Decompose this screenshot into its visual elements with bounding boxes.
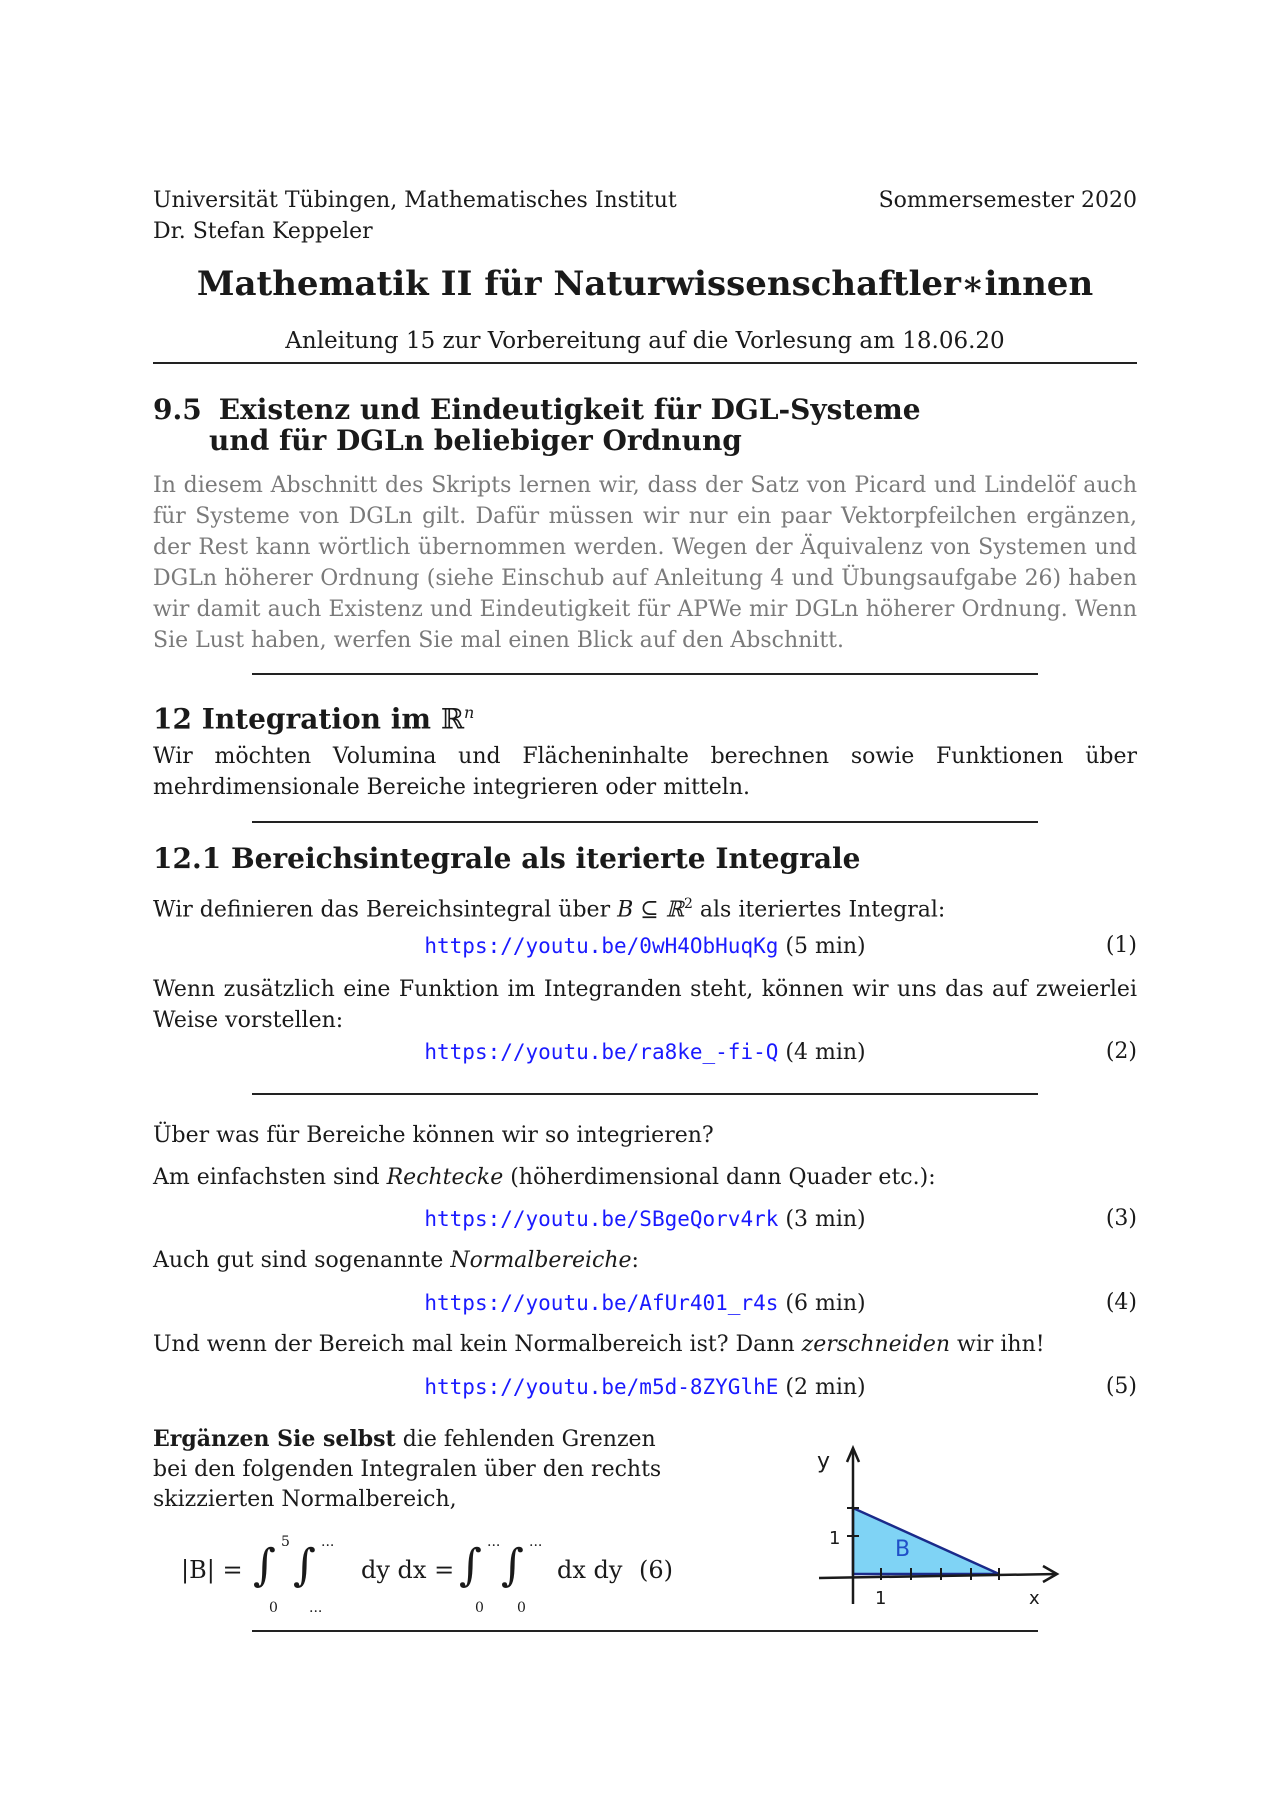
cut-text-start: Und wenn der Bereich mal kein Normalbereich ist? Dann (153, 1332, 802, 1357)
formula-middle: dy dx = (361, 1556, 455, 1584)
domain-sketch (767, 1428, 1217, 1638)
section-121-text2: Wenn zusätzlich eine Funktion im Integranden steht, können wir uns das auf zweierlei Weise vorstellen: (153, 977, 1137, 1033)
equation-number: (2) (1105, 1039, 1137, 1064)
section-12-number: 12 (153, 702, 192, 736)
video-duration: (3 min) (785, 1207, 866, 1232)
section-divider (252, 1630, 1038, 1632)
x-tick-label: 1 (875, 1588, 887, 1609)
equation-number: (3) (1105, 1206, 1137, 1231)
rect-emphasis: Rechtecke (386, 1165, 504, 1190)
document-page (153, 0, 1137, 1811)
video-link[interactable]: https://youtu.be/AfUr401_r4s (424, 1291, 779, 1315)
cut-text-end: wir ihn! (950, 1332, 1045, 1357)
integral-upper-limit: ... (529, 1534, 543, 1550)
section-121-title: Bereichsintegrale als iterierte Integrale (230, 842, 861, 875)
exercise-body: die fehlenden Grenzen bei den folgenden Integralen über den rechts skizzierten Normalbereich, (153, 1427, 662, 1512)
section-95-heading (153, 394, 921, 426)
page-title: Mathematik II für Naturwissenschaftler∗innen (196, 264, 1094, 304)
header-author: Dr. Stefan Keppeler (153, 219, 373, 244)
header-institution: Universität Tübingen, Mathematisches Institut (153, 188, 677, 213)
video-link[interactable]: https://youtu.be/0wH4ObHuqKg (424, 934, 779, 958)
domain-region (853, 1508, 999, 1574)
intro-text: Wir definieren das Bereichsintegral über (153, 897, 618, 923)
section-95-number: 9.5 (153, 393, 202, 426)
integral-lower-limit: 0 (269, 1600, 278, 1616)
integral-sign: ∫ (501, 1540, 524, 1591)
section-divider (252, 673, 1038, 675)
section-12-text: Wir möchten Volumina und Flächeninhalte berechnen sowie Funktionen über mehrdimensionale Bereiche integrieren oder mitteln. (153, 744, 1137, 800)
y-tick-label: 1 (829, 1528, 841, 1549)
video-link-row (153, 930, 1137, 962)
region-label: B (895, 1537, 911, 1562)
intro-math: B ⊆ ℝ (617, 897, 684, 923)
section-95-heading-line2 (209, 425, 742, 457)
video-duration: (4 min) (785, 1040, 866, 1065)
formula-end: dx dy (557, 1556, 623, 1584)
normal-text-end: : (631, 1248, 639, 1273)
section-12-title-sup: n (464, 703, 475, 722)
video-link-row (153, 1036, 1137, 1068)
intro-text-end: als iteriertes Integral: (692, 897, 946, 923)
integral-sign: ∫ (253, 1540, 276, 1591)
integral-lower-limit: ... (309, 1600, 323, 1616)
normal-emphasis: Normalbereiche (450, 1248, 632, 1273)
video-link-row (153, 1371, 1137, 1403)
equation-number: (5) (1105, 1374, 1137, 1399)
normal-text: Auch gut sind sogenannte (153, 1248, 451, 1273)
title-divider (153, 362, 1137, 364)
video-link[interactable]: https://youtu.be/m5d-8ZYGlhE (424, 1375, 779, 1399)
rect-text: Am einfachsten sind (153, 1165, 387, 1190)
normal-domains-text (153, 1245, 1137, 1276)
exercise-bold: Ergänzen Sie selbst (153, 1426, 396, 1452)
integral-sign: ∫ (459, 1540, 482, 1591)
equation-number: (6) (639, 1556, 673, 1584)
rectangles-text (153, 1162, 1137, 1193)
integral-upper-limit: 5 (281, 1534, 290, 1550)
cut-text (153, 1329, 1137, 1360)
video-link[interactable]: https://youtu.be/SBgeQorv4rk (424, 1207, 779, 1231)
section-12-title-math: ℝ (440, 702, 465, 736)
equation-number: (1) (1105, 933, 1137, 958)
header-semester: Sommersemester 2020 (878, 188, 1137, 213)
section-divider (252, 821, 1038, 823)
section-95-title-line2: und für DGLn beliebiger Ordnung (209, 424, 742, 457)
section-121-heading (153, 843, 860, 875)
y-axis-label: y (817, 1449, 831, 1474)
formula-lhs: |B| = (181, 1556, 243, 1584)
page-subtitle: Anleitung 15 zur Vorbereitung auf die Vorlesung am 18.06.20 (285, 328, 1005, 354)
video-duration: (5 min) (785, 934, 866, 959)
question-text: Über was für Bereiche können wir so integrieren? (153, 1123, 714, 1148)
equation-number: (4) (1105, 1290, 1137, 1315)
video-duration: (2 min) (785, 1375, 866, 1400)
video-link-row (153, 1287, 1137, 1319)
section-121-intro (153, 889, 1137, 925)
video-duration: (6 min) (785, 1291, 866, 1316)
integral-sign: ∫ (293, 1540, 316, 1591)
rect-text-end: (höherdimensional dann Quader etc.): (503, 1165, 936, 1190)
section-divider (252, 1093, 1038, 1095)
section-95-text: In diesem Abschnitt des Skripts lernen wir, dass der Satz von Picard und Lindelöf auch für Systeme von DGLn gilt. Dafür müssen wir nur ein paar Vektorpfeilchen ergänzen, der Rest kann wörtlich übernommen werden. Wegen der Äquivalenz von Systemen und DGLn höherer Ordnung (siehe Einschub auf Anleitung 4 und Übungsaufgabe 26) haben wir damit auch Existenz und Eindeutigkeit für APWe mir DGLn höherer Ordnung. Wenn Sie Lust haben, werfen Sie mal einen Blick auf den Abschnitt. (153, 473, 1137, 653)
video-link[interactable]: https://youtu.be/ra8ke_-fi-Q (424, 1040, 779, 1064)
section-12-title: Integration im (201, 702, 441, 736)
section-121-number: 12.1 (153, 842, 222, 875)
section-95-title-line1: Existenz und Eindeutigkeit für DGL-Systeme (218, 393, 921, 426)
integral-lower-limit: 0 (517, 1600, 526, 1616)
integral-upper-limit: ... (487, 1534, 501, 1550)
integral-upper-limit: ... (321, 1534, 335, 1550)
section-12-heading (153, 697, 474, 735)
integral-formula (181, 1530, 801, 1616)
exercise-text (153, 1424, 673, 1515)
x-axis-label: x (1029, 1588, 1040, 1609)
cut-emphasis: zerschneiden (801, 1332, 951, 1357)
intro-sup: 2 (683, 896, 693, 912)
video-link-row (153, 1203, 1137, 1235)
integral-lower-limit: 0 (475, 1600, 484, 1616)
